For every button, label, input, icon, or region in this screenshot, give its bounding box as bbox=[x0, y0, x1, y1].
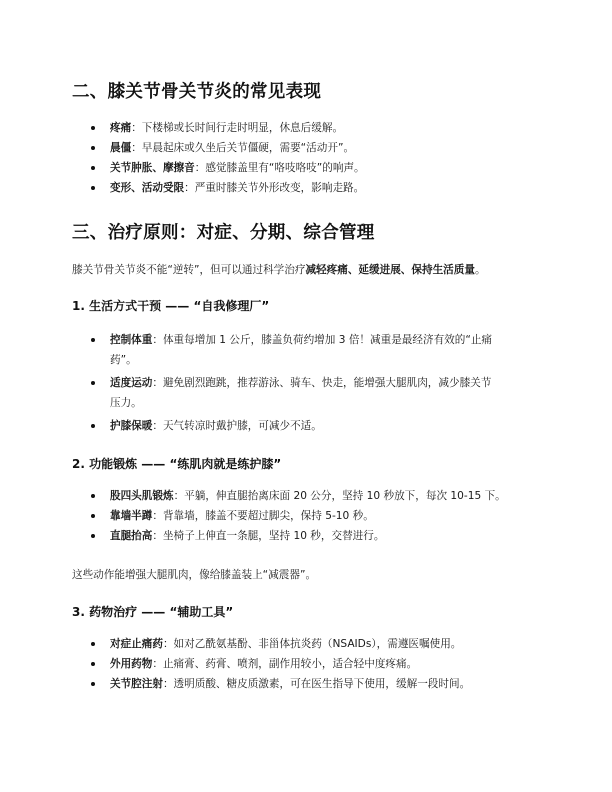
bullet-icon bbox=[91, 494, 95, 498]
list-item: 晨僵：早晨起床或久坐后关节僵硬，需要“活动开”。 bbox=[72, 138, 552, 158]
bullet-icon bbox=[91, 146, 95, 150]
bullet-icon bbox=[91, 126, 95, 130]
bullet-icon bbox=[91, 186, 95, 190]
list-item: 直腿抬高：坐椅子上伸直一条腿，坚持 10 秒，交替进行。 bbox=[72, 526, 552, 546]
sub2-heading: 2. 功能锻炼 —— “练肌肉就是练护膝” bbox=[72, 457, 282, 471]
bullet-icon bbox=[91, 338, 95, 342]
bullet-icon bbox=[91, 514, 95, 518]
lifestyle-list bbox=[72, 330, 552, 439]
list-item: 疼痛：下楼梯或长时间行走时明显，休息后缓解。 bbox=[72, 118, 552, 138]
bullet-icon bbox=[91, 662, 95, 666]
list-item: 股四头肌锻炼：平躺，伸直腿抬离床面 20 公分，坚持 10 秒放下，每次 10-15 下。 bbox=[72, 486, 552, 506]
symptom-list bbox=[72, 118, 552, 198]
list-item: 控制体重：体重每增加 1 公斤，膝盖负荷约增加 3 倍！减重是最经济有效的“止痛 药”。 bbox=[72, 330, 552, 370]
sub3-heading: 3. 药物治疗 —— “辅助工具” bbox=[72, 605, 234, 619]
exercise-list bbox=[72, 486, 552, 546]
exercise-note: 这些动作能增强大腿肌肉，像给膝盖装上“减震器”。 bbox=[72, 569, 317, 581]
section3-intro: 膝关节骨关节炎不能“逆转”，但可以通过科学治疗减轻疼痛、延缓进展、保持生活质量。 bbox=[72, 264, 486, 276]
list-item: 外用药物：止痛膏、药膏、喷剂，副作用较小，适合轻中度疼痛。 bbox=[72, 654, 552, 674]
list-item: 靠墙半蹲：背靠墙，膝盖不要超过脚尖，保持 5-10 秒。 bbox=[72, 506, 552, 526]
sub1-heading: 1. 生活方式干预 —— “自我修理厂” bbox=[72, 299, 270, 313]
bullet-icon bbox=[91, 642, 95, 646]
list-item: 关节腔注射：透明质酸、糖皮质激素，可在医生指导下使用，缓解一段时间。 bbox=[72, 674, 552, 694]
bullet-icon bbox=[91, 682, 95, 686]
bullet-icon bbox=[91, 424, 95, 428]
list-item: 护膝保暖：天气转凉时戴护膝，可减少不适。 bbox=[72, 416, 552, 436]
list-item: 对症止痛药：如对乙酰氨基酚、非甾体抗炎药（NSAIDs），需遵医嘱使用。 bbox=[72, 634, 552, 654]
bullet-icon bbox=[91, 166, 95, 170]
bullet-icon bbox=[91, 534, 95, 538]
section3-heading: 三、治疗原则：对症、分期、综合管理 bbox=[72, 223, 375, 243]
medication-list bbox=[72, 634, 552, 694]
section2-heading: 二、膝关节骨关节炎的常见表现 bbox=[72, 82, 322, 102]
bullet-icon bbox=[91, 381, 95, 385]
list-item: 适度运动：避免剧烈跑跳，推荐游泳、骑车、快走，能增强大腿肌肉，减少膝关节 压力。 bbox=[72, 373, 552, 413]
list-item: 变形、活动受限：严重时膝关节外形改变，影响走路。 bbox=[72, 178, 552, 198]
list-item: 关节肿胀、摩擦音：感觉膝盖里有“咯吱咯吱”的响声。 bbox=[72, 158, 552, 178]
